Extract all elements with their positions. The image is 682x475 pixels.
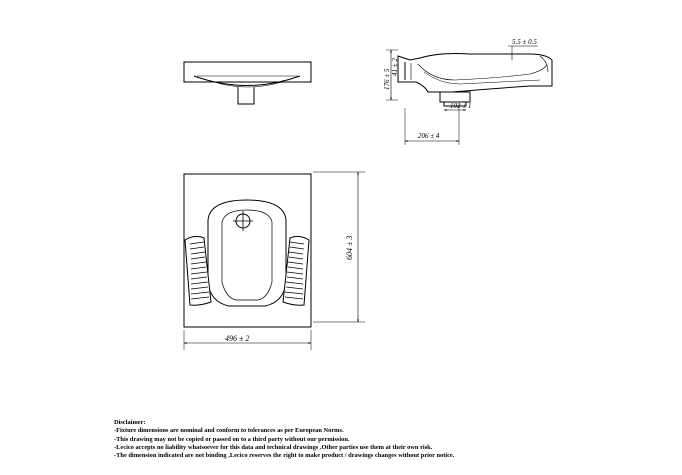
plan-view [184, 172, 365, 350]
height-dimension-label: 176 ± 5 [383, 68, 391, 90]
disclaimer-line: -The dimension indicated are not binding ,Lecico reserves the right to make product / drawings changes without prior notice. [114, 452, 455, 460]
length-dimension-label: 604 ± 3 [345, 235, 354, 260]
outlet-diameter-dimension-label: 102 ± 1 [450, 102, 472, 110]
width-dimension-label: 496 ± 2 [225, 334, 250, 343]
disclaimer-title: Disclaimer: [114, 419, 146, 426]
disclaimer-line: -This drawing may not be copied or passed on to a third party without our permission. [114, 435, 350, 443]
rim-dimension-label: 41 ± 2 [391, 58, 399, 76]
inlet-diameter-dimension-label: 5.5 ± 0.5 [512, 38, 537, 46]
outlet-offset-dimension-label: 206 ± 4 [418, 132, 440, 140]
side-section-view [386, 46, 552, 145]
disclaimer-line: -Fixture dimensions are nominal and conform to tolerances as per European Norms. [114, 427, 344, 435]
disclaimer-line: -Lecico accepts no liability whatsoever for this data and technical drawings .Other parties use them at their own risk. [114, 443, 433, 451]
disclaimer-block [114, 419, 674, 460]
front-elevation-view [184, 62, 311, 104]
